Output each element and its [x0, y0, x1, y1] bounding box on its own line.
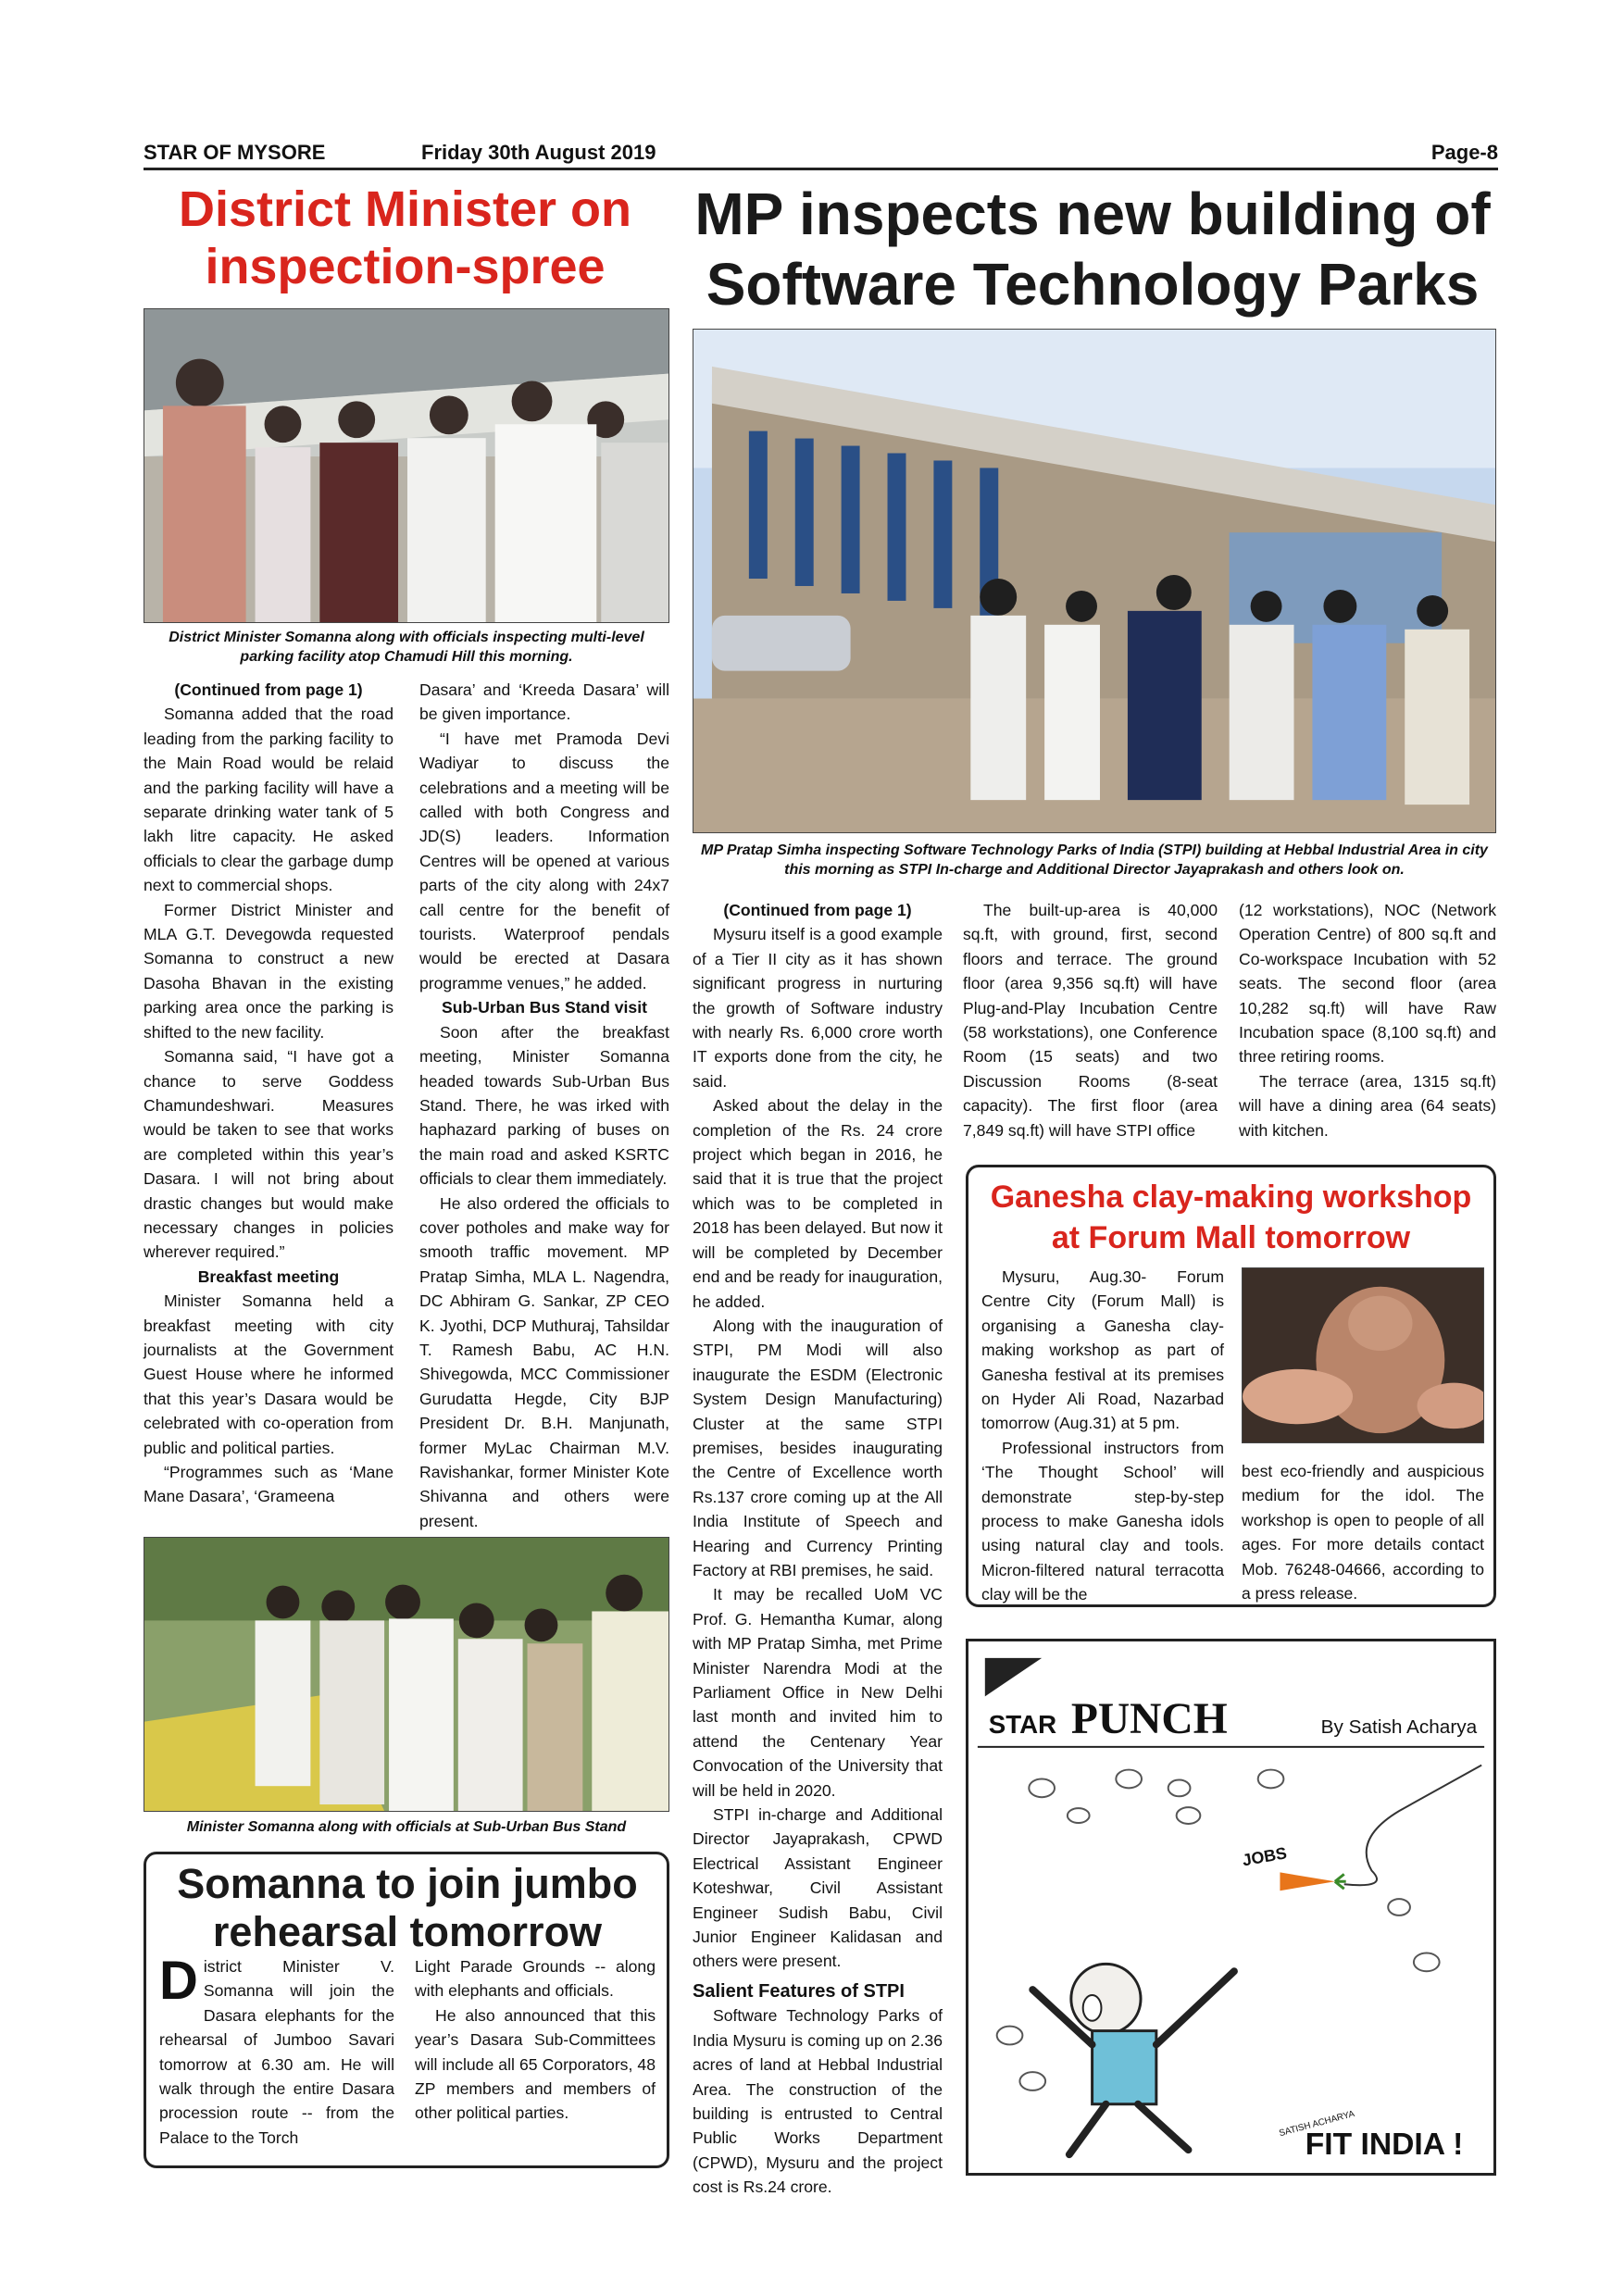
story2-headline: Somanna to join jumbo rehearsal tomorrow: [177, 1860, 638, 1955]
paragraph: Mysuru, Aug.30- Forum Centre City (Forum Mall) is organising a Ganesha clay-making workshop as part of Ganesha festival at its premises on Hyder Ali Road, Nazarbad tomorrow (Aug.31) at 5 pm.: [981, 1267, 1224, 1433]
story4-headline: Ganesha clay-making workshop at Forum Mall tomorrow: [990, 1179, 1472, 1255]
paragraph: Software Technology Parks of India Mysuru is coming up on 2.36 acres of land at Hebbal Industrial Area. The construction of the building is entrusted to Central Public Works Department (CPWD), Mysuru and the project cost is Rs.24 crore.: [693, 2006, 943, 2197]
story3-column-1: [693, 898, 943, 2200]
subheading: Breakfast meeting: [197, 1267, 340, 1286]
subheading: Sub-Urban Bus Stand visit: [442, 998, 647, 1017]
salient-heading: Salient Features of STPI: [693, 1980, 905, 2002]
paragraph: He also ordered the officials to cover potholes and make way for smooth traffic movement. MP Pratap Simha, MLA L. Nagendra, DC Abhiram G. Sankar, ZP CEO K. Jyothi, DCP Muthuraj, Tahsildar T. Ramesh Babu, AC H.N. Shivegowda, MCC Commissioner Gurudatta Hegde, City BJP President Dr. B.H. Manjunath, former MyLac Chairman M.V. Ravishankar, former Minister Kote Shivanna and others were present.: [419, 1193, 669, 1530]
paragraph: Asked about the delay in the completion of the Rs. 24 crore project which began in 2016, he said that it is true that the project which was to be completed in 2018 has been delayed. But now it will be completed by December end and be ready for inauguration, he added.: [693, 1096, 943, 1311]
issue-date: Friday 30th August 2019: [421, 141, 656, 164]
continued-label: (Continued from page 1): [174, 680, 363, 699]
story1-photo: [144, 308, 669, 623]
paragraph: “Programmes such as ‘Mane Mane Dasara’, ‘Grameena: [144, 1463, 394, 1506]
paragraph: Professional instructors from ‘The Thought School’ will demonstrate step-by-step process to make Ganesha idols using natural clay and tools. Micron-filtered natural terracotta clay will be the: [981, 1438, 1224, 1604]
paragraph: Minister Somanna held a breakfast meeting with city journalists at the Government Guest House where he informed that this year’s Dasara would be celebrated with co-operation from public and political parties.: [144, 1292, 394, 1457]
star-label: STAR: [988, 1709, 1057, 1739]
story1-photo-2: [144, 1537, 669, 1812]
story3-column-2: [963, 898, 1218, 1142]
story2-column-1: [159, 1951, 394, 2150]
paper-name: STAR OF MYSORE: [144, 141, 326, 164]
paragraph: The terrace (area, 1315 sq.ft) will have a dining area (64 seats) with kitchen.: [1239, 1071, 1496, 1140]
paragraph: Former District Minister and MLA G.T. Devegowda requested Somanna to construct a new Dasoha Bhavan in the existing parking area once the parking is shifted to the new facility.: [144, 900, 394, 1042]
drop-cap: D: [159, 1951, 198, 2011]
paragraph: best eco-friendly and auspicious medium for the idol. The workshop is open to people of all ages. For more details contact Mob. 76248-04666, according to a press release.: [1242, 1462, 1484, 1603]
story4-box: [966, 1165, 1496, 1607]
star-punch-cartoon: [966, 1639, 1496, 2176]
story2-column-2: [415, 1954, 656, 2126]
paragraph: It may be recalled UoM VC Prof. G. Hemantha Kumar, along with MP Pratap Simha, met Prime Minister Narendra Modi at the Parliament Office in New Delhi last month and invited him to attend the Centenary Year Convocation of the University that will be held in 2020.: [693, 1585, 943, 1800]
continued-label: (Continued from page 1): [723, 901, 912, 919]
paragraph: Along with the inauguration of STPI, PM Modi will also inaugurate the ESDM (Electronic System Design Manufacturing) Cluster at the same STPI premises, besides inaugurating the Centre of Excellence worth Rs.137 crore coming up at the All India Institute of Speech and Hearing and Currency Printing Factory at RBI premises, he said.: [693, 1316, 943, 1579]
story3-headline: MP inspects new building of Software Technology Parks: [694, 181, 1491, 318]
paragraph: He also announced that this year’s Dasara Sub-Committees will include all 65 Corporators, 48 ZP members and members of other political parties.: [415, 2005, 656, 2123]
fit-india-label: FIT INDIA !: [1305, 2128, 1464, 2163]
story1-photo-2-caption: Minister Somanna along with officials at Sub-Urban Bus Stand: [186, 1819, 627, 1835]
story3-photo-caption: MP Pratap Simha inspecting Software Technology Parks of India (STPI) building at Hebbal Industrial Area in city this morning as STPI In-charge and Additional Director Jayaprakash and others look on.: [701, 842, 1488, 878]
paragraph: Somanna added that the road leading from the parking facility to the Main Road would be relaid and the parking facility will have a separate drinking water tank of 5 lakh litre capacity. He asked officials to clear the garbage dump next to commercial shops.: [144, 705, 394, 895]
cartoon-byline: By Satish Acharya: [1320, 1716, 1478, 1738]
paragraph: Somanna said, “I have got a chance to serve Goddess Chamundeshwari. Measures would be taken to see that works are completed within this year’s Dasara. I will not bring about drastic changes but would make necessary changes in policies wherever required.”: [144, 1047, 394, 1262]
paragraph: “I have met Pramoda Devi Wadiyar to discuss the celebrations and a meeting will be called with both Congress and JD(S) leaders. Information Centres will be opened at various parts of the city along with 24x7 call centre for the benefit of tourists. Waterproof pendals would be erected at Dasara programme venues,” he added.: [419, 729, 669, 992]
story4-photo: [1242, 1267, 1484, 1443]
artist-signature: SATISH ACHARYA: [1278, 2108, 1356, 2140]
paragraph: The built-up-area is 40,000 sq.ft, with ground, first, second floors and terrace. The ground floor (area 9,356 sq.ft) will have Plug-and-Play Incubation Centre (58 workstations), one Conference Room (15 seats) and two Discussion Rooms (8-seat capacity). The first floor (area 7,849 sq.ft) will have STPI office: [963, 901, 1218, 1140]
paragraph: Light Parade Grounds -- along with elephants and officials.: [415, 1957, 656, 2001]
story3-photo: [693, 329, 1496, 833]
paragraph: Soon after the breakfast meeting, Minister Somanna headed towards Sub-Urban Bus Stand. There, he was irked with haphazard parking of buses on the main road and asked KSRTC officials to clear them immediately.: [419, 1022, 669, 1189]
paragraph: istrict Minister V. Somanna will join the Dasara elephants for the rehearsal of Jumboo Savari tomorrow at 6.30 am. He will walk through the entire Dasara procession route -- from the Palace to the Torch: [159, 1957, 394, 2147]
punch-label: PUNCH: [1070, 1694, 1228, 1743]
paragraph: (12 workstations), NOC (Network Operation Centre) of 800 sq.ft and Co-workspace Incubation with 52 seats. The second floor (area 10,282 sq.ft) will have Raw Incubation space (8,100 sq.ft) and three retiring rooms.: [1239, 901, 1496, 1067]
page-number: Page-8: [1430, 141, 1498, 164]
paragraph: STPI in-charge and Additional Director Jayaprakash, CPWD Electrical Assistant Engineer Koteshwar, Civil Assistant Engineer Sudish Babu, Civil Junior Engineer Kalidasan and others were present.: [693, 1805, 943, 1971]
story1-photo-caption: District Minister Somanna along with officials inspecting multi-level parking facility atop Chamudi Hill this morning.: [169, 630, 644, 665]
story2-box: [144, 1852, 669, 2168]
story1-headline: District Minister on inspection-spree: [178, 181, 632, 294]
story4-column-2: [1242, 1459, 1484, 1605]
story4-column-1: [981, 1265, 1224, 1607]
jobs-label: JOBS: [1241, 1843, 1289, 1870]
masthead: [144, 137, 1498, 170]
cartoon-drawing: [968, 1641, 1493, 2173]
story1-column-1: [144, 678, 394, 1509]
story3-column-3: [1239, 898, 1496, 1142]
paragraph: Mysuru itself is a good example of a Tier II city as it has shown significant progress in nurturing the growth of Software industry with nearly Rs. 6,000 crore worth IT exports done from the city, he said.: [693, 925, 943, 1091]
paragraph: Dasara’ and ‘Kreeda Dasara’ will be given importance.: [419, 680, 669, 724]
story1-column-2: [419, 678, 669, 1533]
